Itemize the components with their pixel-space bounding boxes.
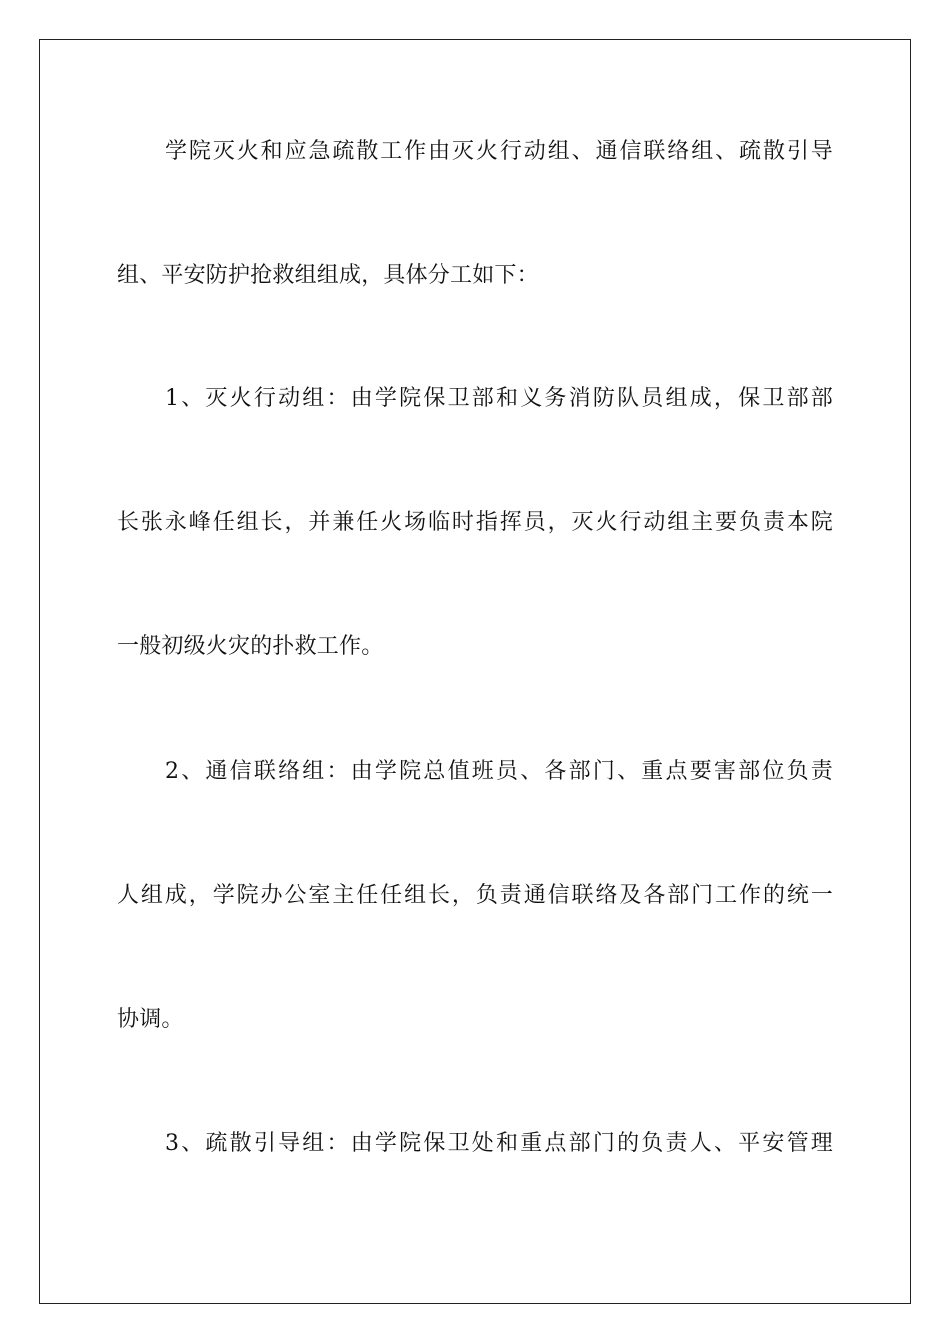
item-1-line-3: 一般初级火灾的扑救工作。 <box>117 634 384 659</box>
paragraph-intro-line-2: 组、平安防护抢救组组成，具体分工如下： <box>117 263 539 288</box>
item-2-line-2: 人组成，学院办公室主任任组长，负责通信联络及各部门工作的统一 <box>117 883 833 908</box>
item-1-line-2: 长张永峰任组长，并兼任火场临时指挥员，灭火行动组主要负责本院 <box>117 510 833 535</box>
paragraph-intro-line-1: 学院灭火和应急疏散工作由灭火行动组、通信联络组、疏散引导 <box>165 139 833 164</box>
item-1-line-1: 1、灭火行动组：由学院保卫部和义务消防队员组成，保卫部部 <box>165 386 833 411</box>
page-frame <box>39 39 911 1304</box>
item-2-line-3: 协调。 <box>117 1007 184 1032</box>
item-2-line-1: 2、通信联络组：由学院总值班员、各部门、重点要害部位负责 <box>165 759 833 784</box>
item-3-line-1: 3、疏散引导组：由学院保卫处和重点部门的负责人、平安管理 <box>165 1131 833 1156</box>
